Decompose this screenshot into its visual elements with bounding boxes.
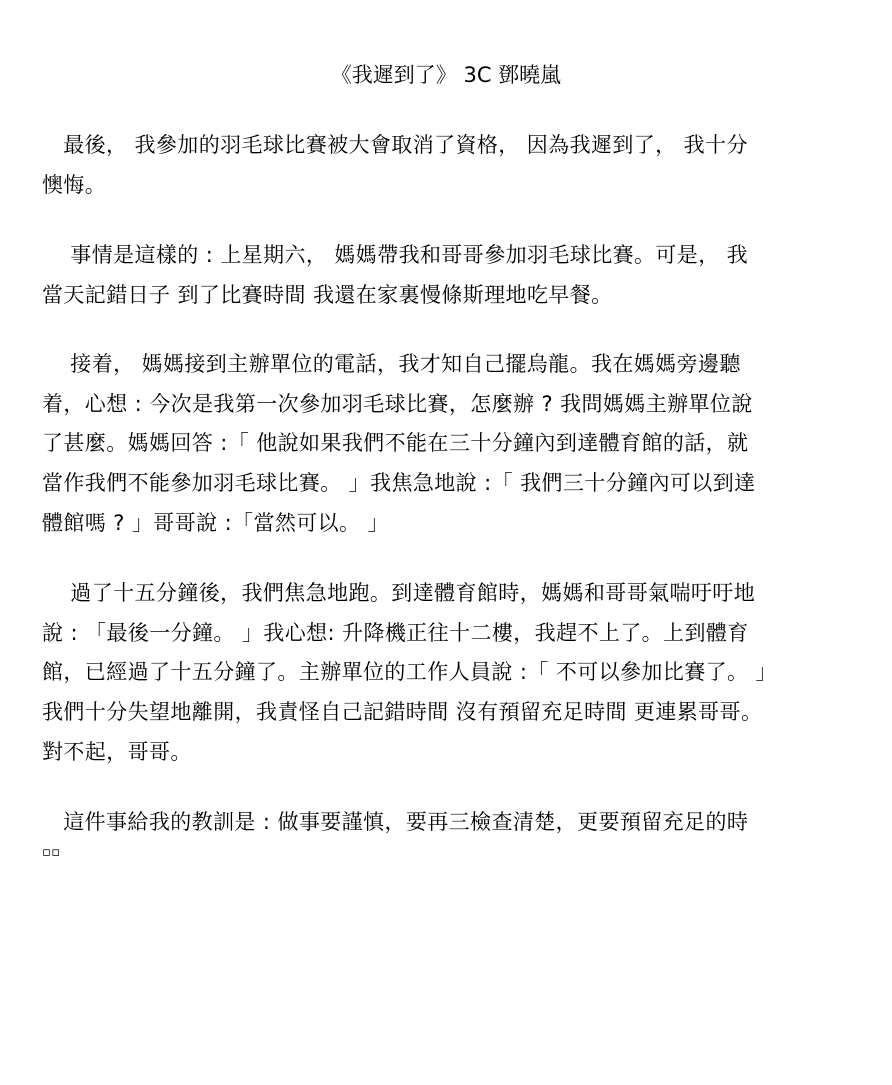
paragraph-3-line-4: 當作我們不能參加羽毛球比賽。 」我焦急地說 :「 我們三十分鐘內可以到達 bbox=[42, 471, 756, 495]
paragraph-3-line-5: 體館嗎 ? 」哥哥說 :「當然可以。 」 bbox=[42, 511, 389, 535]
paragraph-5-line-1: 這件事給我的教訓是 : 做事要謹慎，要再三檢查清楚，更要預留充足的時 bbox=[42, 810, 749, 834]
paragraph-2-line-1: 事情是這樣的 : 上星期六， 媽媽帶我和哥哥參加羽毛球比賽。可是， 我 bbox=[42, 243, 749, 267]
paragraph-3-line-1: 接着， 媽媽接到主辦單位的電話，我才知自己擺烏龍。我在媽媽旁邊聽 bbox=[42, 352, 741, 376]
paragraph-4-line-3: 館，已經過了十五分鐘了。主辦單位的工作人員說 :「 不可以參加比賽了。 」 bbox=[42, 660, 777, 684]
paragraph-3-line-2: 着，心想 : 今次是我第一次參加羽毛球比賽，怎麼辦 ? 我問媽媽主辦單位說 bbox=[42, 392, 753, 416]
paragraph-4-line-4: 我們十分失望地離開，我責怪自己記錯時間 沒有預留充足時間 更連累哥哥。 bbox=[42, 700, 763, 724]
paragraph-2-line-2: 當天記錯日子 到了比賽時間 我還在家裏慢條斯理地吃早餐。 bbox=[42, 283, 613, 307]
paragraph-4-line-5: 對不起，哥哥。 bbox=[42, 740, 192, 764]
essay-title: 《我遲到了》 3C 鄧曉嵐 bbox=[330, 63, 562, 87]
paragraph-5-line-2: ▫▫ bbox=[42, 845, 61, 860]
paragraph-1-line-2: 懊悔。 bbox=[42, 173, 107, 197]
paragraph-3-line-3: 了甚麼。媽媽回答 :「 他說如果我們不能在三十分鐘內到達體育館的話，就 bbox=[42, 431, 749, 455]
paragraph-1-line-1: 最後， 我參加的羽毛球比賽被大會取消了資格， 因為我遲到了， 我十分 bbox=[42, 133, 748, 157]
paragraph-4-line-1: 過了十五分鐘後，我們焦急地跑。到達體育館時，媽媽和哥哥氣喘吁吁地 bbox=[42, 581, 756, 605]
paragraph-4-line-2: 說 : 「最後一分鐘。 」我心想: 升降機正往十二樓，我趕不上了。上到體育 bbox=[42, 621, 749, 645]
